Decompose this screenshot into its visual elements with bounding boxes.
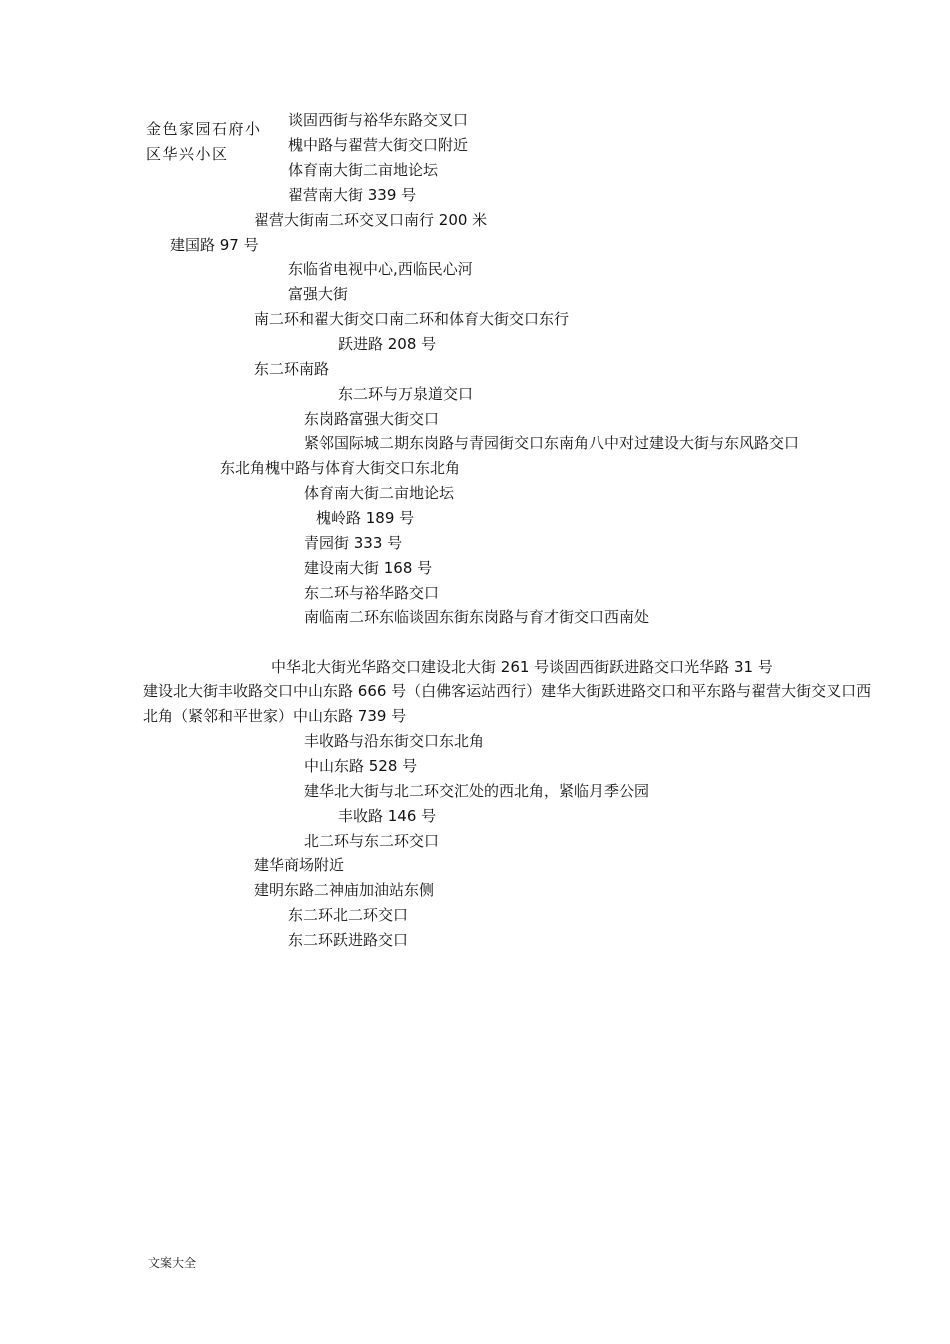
address-line: 丰收路 146 号 xyxy=(338,807,437,825)
footer-text: 文案大全 xyxy=(148,1256,197,1270)
address-line: 谈固西街与裕华东路交叉口 xyxy=(288,111,469,129)
address-paragraph: 建设北大街丰收路交口中山东路 666 号（白佛客运站西行）建华大街跃进路交口和平东路与翟营大街交叉口西北角（紧邻和平世家）中山东路 739 号 xyxy=(143,682,872,725)
address-line: 东临省电视中心,西临民心河 xyxy=(288,260,473,278)
address-line: 体育南大街二亩地论坛 xyxy=(288,161,439,179)
address-line: 翟营南大街 339 号 xyxy=(288,186,417,204)
address-line: 富强大街 xyxy=(288,285,349,303)
address-line: 中山东路 528 号 xyxy=(304,757,418,775)
left-label: 金色家园石府小区华兴小区 xyxy=(146,120,262,163)
address-line: 东二环跃进路交口 xyxy=(288,931,409,949)
address-line: 北二环与东二环交口 xyxy=(304,832,440,850)
address-line: 东二环与裕华路交口 xyxy=(304,584,440,602)
address-line: 南临南二环东临谈固东街东岗路与育才街交口西南处 xyxy=(304,608,650,626)
address-line: 东二环南路 xyxy=(254,360,330,378)
address-line: 建华北大街与北二环交汇处的西北角，紧临月季公园 xyxy=(304,782,650,800)
address-line: 建华商场附近 xyxy=(254,856,345,874)
address-line: 槐中路与翟营大街交口附近 xyxy=(288,136,469,154)
address-line: 东北角槐中路与体育大街交口东北角 xyxy=(220,459,461,477)
address-line: 槐岭路 189 号 xyxy=(316,509,415,527)
address-line: 东岗路富强大街交口 xyxy=(304,410,440,428)
address-line: 体育南大街二亩地论坛 xyxy=(304,484,455,502)
address-line: 跃进路 208 号 xyxy=(338,335,437,353)
address-line: 东二环北二环交口 xyxy=(288,906,409,924)
address-line: 翟营大街南二环交叉口南行 200 米 xyxy=(254,211,488,229)
address-line: 紧邻国际城二期东岗路与青园街交口东南角八中对过建设大街与东风路交口 xyxy=(304,434,800,452)
address-line: 建明东路二神庙加油站东侧 xyxy=(254,881,435,899)
address-line: 南二环和翟大街交口南二环和体育大街交口东行 xyxy=(254,310,570,328)
address-line: 丰收路与沿东街交口东北角 xyxy=(304,732,485,750)
address-line: 东二环与万泉道交口 xyxy=(338,385,474,403)
address-line: 青园街 333 号 xyxy=(304,534,403,552)
address-line: 建国路 97 号 xyxy=(170,236,259,254)
address-line: 中华北大街光华路交口建设北大街 261 号谈固西街跃进路交口光华路 31 号 xyxy=(271,658,773,676)
address-line: 建设南大街 168 号 xyxy=(304,559,433,577)
